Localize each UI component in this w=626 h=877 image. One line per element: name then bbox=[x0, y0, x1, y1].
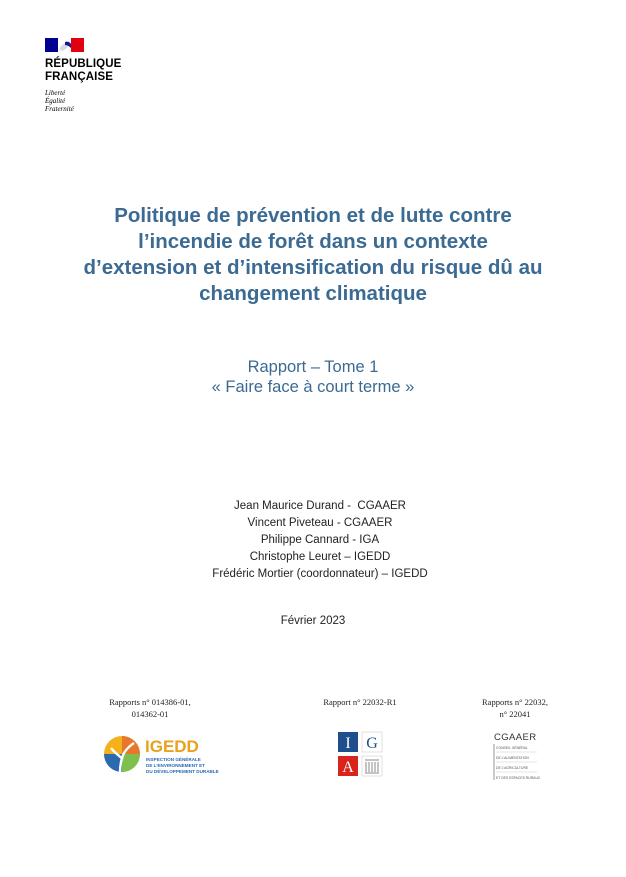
igedd-caption-line: INSPECTION GÉNÉRALE bbox=[146, 757, 201, 762]
iga-letter-a: A bbox=[342, 759, 354, 776]
author-entry: Jean Maurice Durand - CGAAER bbox=[234, 500, 406, 512]
report-date: Février 2023 bbox=[280, 615, 346, 627]
iga-letter-g: G bbox=[366, 735, 378, 752]
cgaaer-wordmark: CGAAER bbox=[494, 732, 537, 743]
francaise-line: FRANÇAISE bbox=[45, 71, 113, 83]
cgaaer-caption-line: DE L’AGRICULTURE bbox=[496, 766, 529, 770]
igedd-wordmark: IGEDD bbox=[145, 737, 199, 756]
iga-letter-i: I bbox=[345, 735, 351, 752]
cgaaer-caption-line: CONSEIL GÉNÉRAL bbox=[496, 746, 528, 750]
report-subtitle bbox=[30, 357, 596, 397]
motto bbox=[45, 89, 121, 113]
report-number-line: 014362-01 bbox=[131, 709, 169, 719]
report-number-igedd bbox=[100, 696, 200, 720]
author-entry: Vincent Piveteau - CGAAER bbox=[247, 517, 393, 529]
authors-list bbox=[180, 498, 460, 583]
title-line: Politique de prévention et de lutte contre bbox=[114, 204, 512, 227]
cgaaer-caption-line: DE L’ALIMENTATION bbox=[496, 756, 529, 760]
report-number-line: Rapports n° 22032, bbox=[482, 697, 548, 707]
igedd-caption-line: DU DÉVELOPPEMENT DURABLE bbox=[146, 769, 219, 774]
marianne-flag-icon bbox=[45, 38, 84, 52]
republique-francaise-logo bbox=[45, 38, 121, 113]
motto-fraternite: Fraternité bbox=[45, 105, 74, 113]
author-entry: Philippe Cannard - IGA bbox=[260, 534, 380, 546]
republique-francaise-name bbox=[45, 58, 121, 84]
report-number-cgaaer bbox=[470, 696, 560, 720]
igedd-logo bbox=[103, 731, 233, 779]
report-title bbox=[30, 203, 596, 307]
subtitle-line: Rapport – Tome 1 bbox=[247, 358, 379, 376]
iga-logo bbox=[337, 731, 383, 777]
title-line: d’extension et d’intensification du risque dû au bbox=[83, 256, 543, 279]
cgaaer-caption-line: ET DES ESPACES RURAUX bbox=[496, 776, 541, 780]
report-number-line: Rapport n° 22032-R1 bbox=[323, 697, 397, 707]
report-number-iga bbox=[310, 696, 410, 708]
republique-line: RÉPUBLIQUE bbox=[45, 58, 122, 70]
igedd-caption-line: DE L’ENVIRONNEMENT ET bbox=[146, 763, 205, 768]
motto-egalite: Égalité bbox=[45, 97, 66, 105]
motto-liberte: Liberté bbox=[45, 89, 66, 97]
report-number-line: n° 22041 bbox=[499, 709, 531, 719]
title-line: l’incendie de forêt dans un contexte bbox=[138, 230, 488, 253]
report-number-line: Rapports n° 014386-01, bbox=[109, 697, 191, 707]
subtitle-line: « Faire face à court terme » bbox=[211, 378, 415, 396]
author-entry: Christophe Leuret – IGEDD bbox=[249, 551, 391, 563]
title-line: changement climatique bbox=[199, 282, 427, 305]
author-entry: Frédéric Mortier (coordonnateur) – IGEDD bbox=[212, 568, 428, 580]
cgaaer-logo bbox=[493, 730, 543, 782]
